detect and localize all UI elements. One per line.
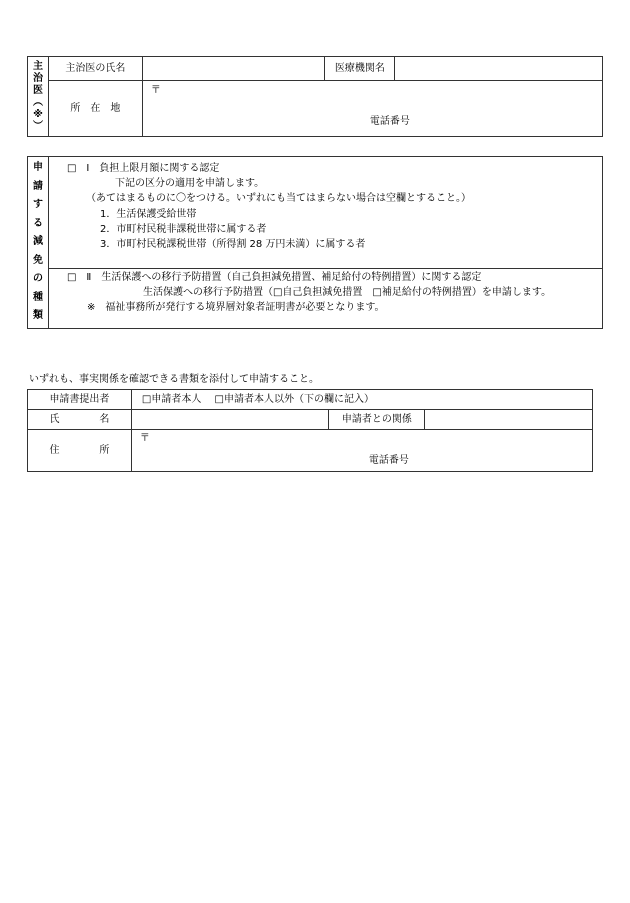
institution-field[interactable]: [395, 57, 603, 81]
doctor-name-field[interactable]: [142, 57, 325, 81]
submitter-phone-label: 電話番号: [368, 455, 409, 466]
submitter-address-field[interactable]: [131, 430, 592, 472]
doctor-table: [27, 56, 603, 137]
item1-option-3[interactable]: 3．市町村民税課税世帯（所得割 28 万円未満）に属する者: [99, 239, 366, 250]
submitter-table: [27, 389, 593, 472]
item1-option-2[interactable]: 2．市町村民税非課税世帯に属する者: [99, 224, 267, 235]
doctor-phone-label: 電話番号: [369, 116, 410, 127]
relation-field[interactable]: [425, 410, 593, 430]
doctor-name-label: 主治医の氏名: [48, 57, 142, 81]
submitter-name-field[interactable]: [131, 410, 329, 430]
submitter-options[interactable]: □申請者本人 □申請者本人以外（下の欄に記入）: [131, 390, 592, 410]
item1-note: （あてはまるものに〇をつける。いずれにも当てはまらない場合は空欄とすること。）: [85, 193, 471, 204]
postal-mark: 〒: [139, 433, 150, 444]
item1-option-1[interactable]: 1．生活保護受給世帯: [99, 209, 197, 220]
item1-checkbox-title[interactable]: □ Ⅰ 負担上限月額に関する認定: [66, 163, 220, 174]
item2-note: ※ 福祉事務所が発行する境界層対象者証明書が必要となります。: [86, 302, 385, 313]
doctor-side-label: 主 治 医 ︵ ※ ︶: [28, 57, 49, 137]
submitter-header-label: 申請書提出者: [28, 390, 132, 410]
reduction-table: [27, 156, 603, 329]
reduction-item-1: [48, 157, 602, 269]
doctor-address-label: 所 在 地: [48, 81, 142, 137]
submitter-name-label: 氏 名: [28, 410, 132, 430]
item2-checkbox-title[interactable]: □ Ⅱ 生活保護への移行予防措置（自己負担減免措置、補足給付の特例措置）に関する認定: [66, 272, 482, 283]
attachment-note: いずれも、事実関係を確認できる書類を添付して申請すること。: [29, 374, 319, 385]
postal-mark: 〒: [150, 85, 161, 96]
reduction-item-2: [48, 269, 602, 329]
item2-description[interactable]: 生活保護への移行予防措置（□自己負担減免措置 □補足給付の特例措置）を申請します。: [142, 287, 552, 298]
institution-label: 医療機関名: [325, 57, 395, 81]
submitter-address-label: 住 所: [28, 430, 132, 472]
reduction-side-label: 申 請 す る 減 免 の 種 類: [28, 157, 49, 329]
doctor-address-field[interactable]: [142, 81, 602, 137]
item1-description: 下記の区分の適用を申請します。: [114, 178, 265, 189]
relation-label: 申請者との関係: [329, 410, 425, 430]
